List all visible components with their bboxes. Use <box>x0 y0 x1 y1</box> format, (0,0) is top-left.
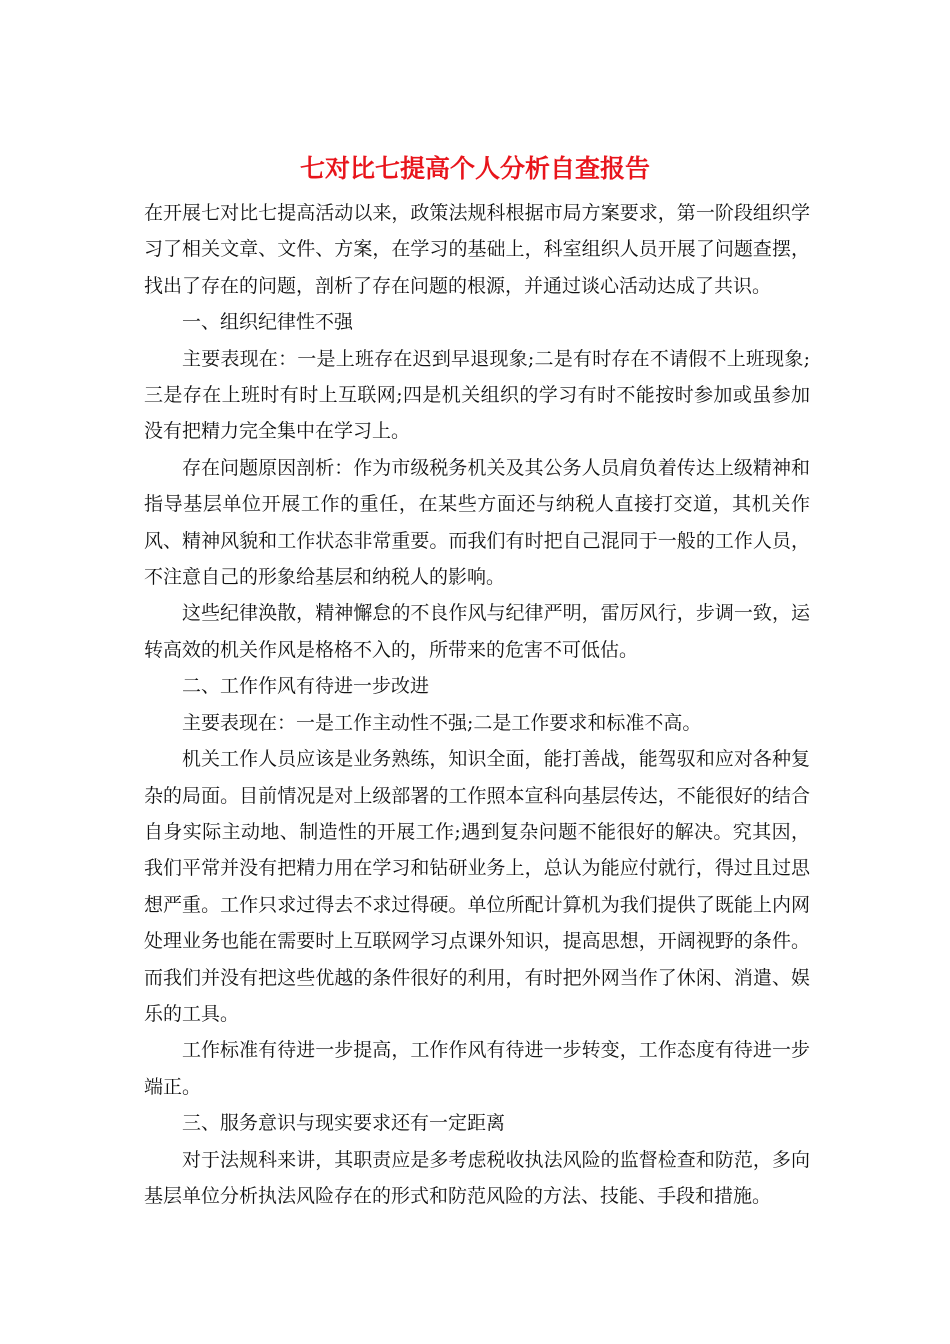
paragraph: 机关工作人员应该是业务熟练，知识全面，能打善战，能驾驭和应对各种复杂的局面。目前情况是对上级部署的工作照本宣科向基层传达，不能很好的结合自身实际主动地、制造性的开展工作;遇到复杂问题不能很好的解决。究其因，我们平常并没有把精力用在学习和钻研业务上，总认为能应付就行，得过且过思想严重。工作只求过得去不求过得硬。单位所配计算机为我们提供了既能上内网处理业务也能在需要时上互联网学习点课外知识，提高思想，开阔视野的条件。而我们并没有把这些优越的条件很好的利用，有时把外网当作了休闲、消遣、娱乐的工具。 <box>144 748 810 1025</box>
paragraph: 对于法规科来讲，其职责应是多考虑税收执法风险的监督检查和防范，多向基层单位分析执法风险存在的形式和防范风险的方法、技能、手段和措施。 <box>144 1148 810 1207</box>
paragraph: 主要表现在：一是工作主动性不强;二是工作要求和标准不高。 <box>182 711 702 734</box>
paragraph: 工作标准有待进一步提高，工作作风有待进一步转变，工作态度有待进一步端正。 <box>144 1039 810 1098</box>
paragraph-intro: 在开展七对比七提高活动以来，政策法规科根据市局方案要求，第一阶段组织学习了相关文章、文件、方案，在学习的基础上，科室组织人员开展了问题查摆，找出了存在的问题，剖析了存在问题的根源，并通过谈心活动达成了共识。 <box>144 202 810 297</box>
document-title: 七对比七提高个人分析自查报告 <box>299 154 650 183</box>
paragraph: 存在问题原因剖析：作为市级税务机关及其公务人员肩负着传达上级精神和指导基层单位开展工作的重任，在某些方面还与纳税人直接打交道，其机关作风、精神风貌和工作状态非常重要。而我们有时把自己混同于一般的工作人员，不注意自己的形象给基层和纳税人的影响。 <box>144 456 810 589</box>
section-heading-1: 一、组织纪律性不强 <box>182 311 354 334</box>
paragraph: 这些纪律涣散，精神懈怠的不良作风与纪律严明，雷厉风行，步调一致，运转高效的机关作风是格格不入的，所带来的危害不可低估。 <box>144 602 810 661</box>
section-heading-2: 二、工作作风有待进一步改进 <box>182 675 430 698</box>
paragraph: 主要表现在：一是上班存在迟到早退现象;二是有时存在不请假不上班现象;三是存在上班时有时上互联网;四是机关组织的学习有时不能按时参加或虽参加没有把精力完全集中在学习上。 <box>144 347 810 443</box>
document-body <box>144 195 810 1214</box>
section-heading-3: 三、服务意识与现实要求还有一定距离 <box>182 1112 506 1135</box>
